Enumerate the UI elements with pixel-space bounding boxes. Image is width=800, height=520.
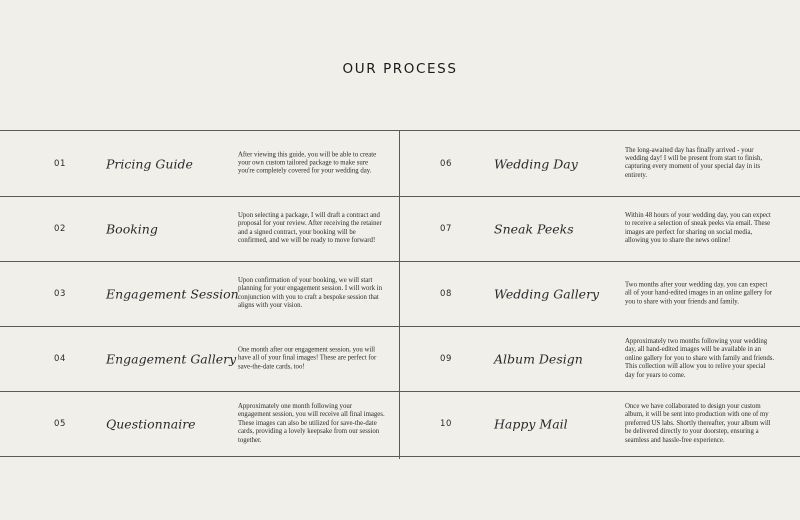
process-column-left bbox=[0, 131, 400, 459]
step-number: 04 bbox=[54, 354, 67, 364]
step-number: 05 bbox=[54, 419, 67, 429]
step-description: Approximately one month following your engagement session, you will receive all final images. These images can also be utilized for save-the-date cards, providing a lovely keepsake from our session together. bbox=[238, 402, 385, 444]
step-name: Wedding Gallery bbox=[494, 286, 600, 302]
step-description: One month after our engagement session, you will have all of your final images! These are perfect for save-the-date cards, too! bbox=[238, 346, 377, 371]
process-step-10 bbox=[400, 392, 800, 457]
process-step-04 bbox=[0, 327, 399, 392]
process-table bbox=[0, 130, 800, 459]
step-name: Happy Mail bbox=[494, 416, 568, 432]
process-step-06 bbox=[400, 131, 800, 197]
process-step-07 bbox=[400, 197, 800, 262]
step-description: Upon confirmation of your booking, we will start planning for your engagement session. I will work in conjunction with you to craft a bespoke session that aligns with your vision. bbox=[238, 277, 383, 310]
step-number: 08 bbox=[440, 289, 453, 299]
step-name: Questionnaire bbox=[106, 416, 196, 432]
step-name: Wedding Day bbox=[494, 156, 578, 171]
step-number: 09 bbox=[440, 354, 453, 364]
process-column-right bbox=[400, 131, 800, 459]
step-number: 07 bbox=[440, 224, 453, 234]
step-description: After viewing this guide, you will be able to create your own custom tailored package to make sure you're completely covered for your wedding day. bbox=[238, 150, 377, 175]
step-name: Pricing Guide bbox=[106, 156, 193, 171]
step-number: 06 bbox=[440, 158, 453, 169]
step-description: Upon selecting a package, I will draft a contract and proposal for your review. After receiving the retainer and a signed contract, your booking will be confirmed, and we will be ready to move forward! bbox=[238, 212, 382, 245]
process-step-05 bbox=[0, 392, 399, 457]
step-number: 02 bbox=[54, 224, 67, 234]
process-step-02 bbox=[0, 197, 399, 262]
step-description: Approximately two months following your wedding day, all hand-edited images will be available in an online gallery for you to share with family and friends. This collection will allow you to relive your special day for years to come. bbox=[625, 337, 775, 379]
step-number: 03 bbox=[54, 289, 67, 299]
step-description: The long-awaited day has finally arrived - your wedding day! I will be present from start to finish, capturing every moment of your special day in its entirety. bbox=[625, 146, 763, 179]
step-description: Once we have collaborated to design your custom album, it will be sent into production with one of my preferred US labs. Shortly thereafter, your album will be delivered directly to your doorstep, ensuring a seamless and hassle-free experience. bbox=[625, 402, 771, 444]
step-name: Album Design bbox=[494, 351, 583, 367]
step-description: Within 48 hours of your wedding day, you can expect to receive a selection of sneak peeks via email. These images are perfect for sharing on social media, allowing you to share the news online! bbox=[625, 212, 771, 245]
step-name: Sneak Peeks bbox=[494, 221, 574, 237]
step-name: Booking bbox=[106, 221, 158, 237]
process-step-03 bbox=[0, 262, 399, 327]
step-number: 10 bbox=[440, 419, 453, 429]
step-name: Engagement Gallery bbox=[106, 351, 237, 367]
process-step-01 bbox=[0, 131, 399, 197]
process-step-09 bbox=[400, 327, 800, 392]
process-step-08 bbox=[400, 262, 800, 327]
page-title: OUR PROCESS bbox=[342, 61, 458, 77]
step-name: Engagement Session bbox=[106, 286, 239, 302]
step-description: Two months after your wedding day, you can expect all of your hand-edited images in an online gallery for you to share with your friends and family. bbox=[625, 281, 773, 306]
step-number: 01 bbox=[54, 158, 67, 169]
